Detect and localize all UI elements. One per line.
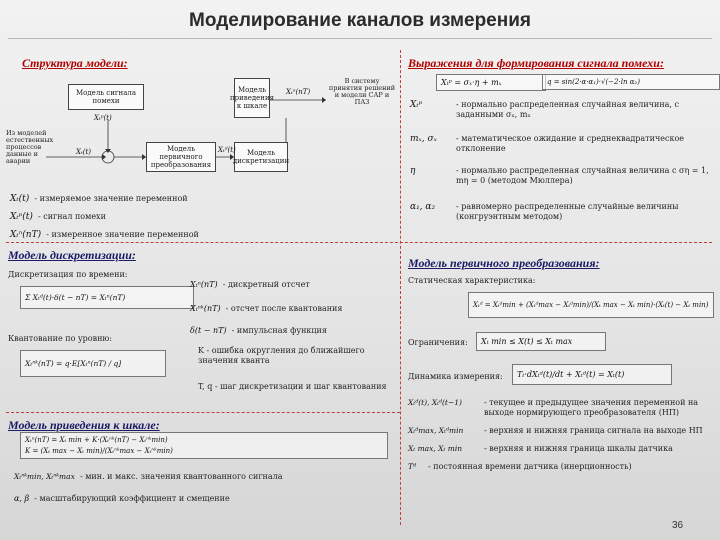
time-discretization-formula: Σ Xₜᵈ(t)·δ(t − nT) = Xₜⁿ(nT)	[20, 286, 194, 309]
signal-xp-label: Xₜᵖ(t)	[94, 114, 112, 122]
level-quantization-formula: Xₜⁿᵏ(nT) = q·E[Xₜⁿ(nT) / q]	[20, 350, 166, 377]
scale-legend	[14, 464, 398, 504]
legend-text: - измеряемое значение переменной	[34, 194, 188, 203]
interference-row	[410, 134, 712, 166]
scale-heading: Модель приведения к шкале:	[8, 418, 160, 432]
discretization-box: Модель дискретизации	[234, 142, 288, 172]
legend-row	[10, 204, 395, 222]
dynamics-formula: Tₜ·dXₜᵈ(t)/dt + Xₜᵈ(t) = Xₜ(t)	[512, 364, 672, 385]
limits-formula: Xₜ min ≤ X(t) ≤ Xₜ max	[476, 332, 606, 351]
interference-symbol: Xₜᵖ	[410, 100, 423, 110]
scale-formula-box	[20, 432, 388, 459]
discretization-symbol: Xₜⁿ(nT)	[190, 280, 218, 289]
scale-legend-row	[14, 464, 398, 486]
primary-legend-row	[408, 444, 714, 462]
dynamics-label: Динамика измерения:	[408, 372, 503, 381]
discretization-legend-row	[190, 272, 395, 296]
primary-legend-row	[408, 426, 714, 444]
legend-text: - измеренное значение переменной	[46, 230, 199, 239]
interference-row	[410, 202, 712, 232]
interference-text: - нормально распределенная случайная величина с ση = 1, mη = 0 (методом Мюллера)	[456, 166, 709, 185]
discretization-legend-row	[190, 318, 395, 336]
primary-text: - верхняя и нижняя граница сигнала на выходе НП	[484, 426, 703, 435]
discretization-text: - отсчет после квантования	[225, 304, 343, 313]
discretization-legend-row	[190, 296, 395, 318]
scale-text: - масштабирующий коэффициент и смещение	[34, 494, 230, 503]
legend-symbol: Xₜⁿ(nT)	[10, 230, 42, 240]
horizontal-divider-1	[6, 242, 712, 243]
primary-text: - текущее и предыдущее значения переменной на выходе нормирующего преобразователя (НП)	[484, 398, 699, 417]
to-system-label: В систему принятия решений и модели САР и ПАЗ	[328, 77, 396, 106]
interference-row	[410, 100, 712, 134]
primary-legend-row	[408, 462, 714, 480]
static-char-label: Статическая характеристика:	[408, 276, 536, 285]
structure-diagram	[6, 72, 398, 188]
primary-text: - верхняя и нижняя граница шкалы датчика	[484, 444, 673, 453]
interference-symbol: mₓ, σₓ	[410, 134, 437, 144]
legend-left	[10, 186, 395, 240]
interference-symbol: η	[410, 166, 416, 176]
scale-formula-1: Xₜⁿ(nT) = Xₜ min + K·(Xₜⁿᵏ(nT) − Xₜⁿᵏmin)	[25, 436, 168, 444]
interference-heading: Выражения для формирования сигнала помехи:	[408, 56, 664, 70]
primary-symbol: Xₜᵈ(t), Xₜᵈ(t−1)	[408, 398, 462, 407]
legend-text: - сигнал помехи	[37, 212, 106, 221]
interference-text: - математическое ожидание и среднеквадратическое отклонение	[456, 134, 684, 153]
discretization-heading: Модель дискретизации:	[8, 248, 136, 262]
interference-formula-q: q = sin(2·α·α₁)·√(−2·ln α₂)	[542, 74, 720, 90]
from-models-label: Из моделей естественных процессов данные и аварии	[6, 129, 54, 165]
primary-text: - постоянная времени датчика (инерционность)	[428, 462, 632, 471]
primary-symbol: Xₜᵈmax, Xₜᵈmin	[408, 426, 464, 435]
primary-legend-row	[408, 398, 714, 426]
discretization-symbol: δ(t − nT)	[190, 326, 227, 335]
interference-symbol: α₁, α₂	[410, 202, 436, 212]
interference-text: - нормально распределенная случайная величина, с заданными σₓ, mₓ	[456, 100, 679, 119]
horizontal-divider-2	[6, 412, 400, 413]
signal-model-box: Модель сигнала помехи	[68, 84, 144, 110]
scale-symbol: α, β	[14, 494, 30, 503]
legend-row	[10, 186, 395, 204]
structure-heading: Структура модели:	[22, 56, 128, 70]
legend-symbol: Xₜ(t)	[10, 194, 30, 204]
interference-formula-main: Xₜᵖ = σₓ·η + mₓ	[436, 74, 546, 91]
primary-conversion-box: Модель первичного преобразования	[146, 142, 216, 172]
scale-legend-row	[14, 486, 398, 504]
scale-text: - мин. и макс. значения квантованного сигнала	[79, 472, 283, 481]
page-number: 36	[672, 520, 684, 531]
discretization-legend	[190, 272, 395, 336]
rounding-error-text: K - ошибка округления до ближайшего значения кванта	[198, 346, 365, 365]
primary-heading: Модель первичного преобразования:	[408, 256, 600, 270]
primary-symbol: Tᵈ	[408, 462, 417, 471]
level-quantization-label: Квантование по уровню:	[8, 334, 113, 343]
signal-x-label: Xₜ(t)	[76, 148, 91, 156]
primary-legend	[408, 398, 714, 480]
title-divider	[8, 38, 712, 39]
to-scale-box: Модель приведения к шкале	[234, 78, 270, 118]
static-char-formula: Xₜᵈ = Xₜᵈmin + (Xₜᵈmax − Xₜᵈmin)/(Xₜ max − Xₜ min)·(Xₜ(t) − Xₜ min)	[468, 292, 714, 318]
limits-label: Ограничения:	[408, 338, 468, 347]
time-discretization-label: Дискретизация по времени:	[8, 270, 128, 279]
discretization-symbol: Xₜⁿᵏ(nT)	[190, 304, 221, 313]
signal-xn-label: Xₜⁿ(nT)	[286, 88, 311, 96]
interference-text: - равномерно распределенные случайные величины (конгруэнтным методом)	[456, 202, 679, 221]
discretization-text: - импульсная функция	[231, 326, 327, 335]
step-text: T, q - шаг дискретизации и шаг квантования	[198, 382, 387, 391]
scale-formula-2: K = (Xₜ max − Xₜ min)/(Xₜⁿᵏmax − Xₜⁿᵏmin)	[25, 447, 173, 455]
scale-symbol: Xₜⁿᵏmin, Xₜⁿᵏmax	[14, 472, 75, 481]
vertical-divider	[400, 50, 401, 525]
primary-symbol: Xₜ max, Xₜ min	[408, 444, 463, 453]
interference-row	[410, 166, 712, 202]
page-title: Моделирование каналов измерения	[189, 10, 531, 31]
discretization-text: - дискретный отсчет	[222, 280, 310, 289]
legend-row	[10, 222, 395, 240]
legend-symbol: Xₜᵖ(t)	[10, 212, 33, 222]
signal-xd-label: Xₜᵈ(t)	[218, 146, 236, 154]
interference-list	[410, 100, 712, 232]
